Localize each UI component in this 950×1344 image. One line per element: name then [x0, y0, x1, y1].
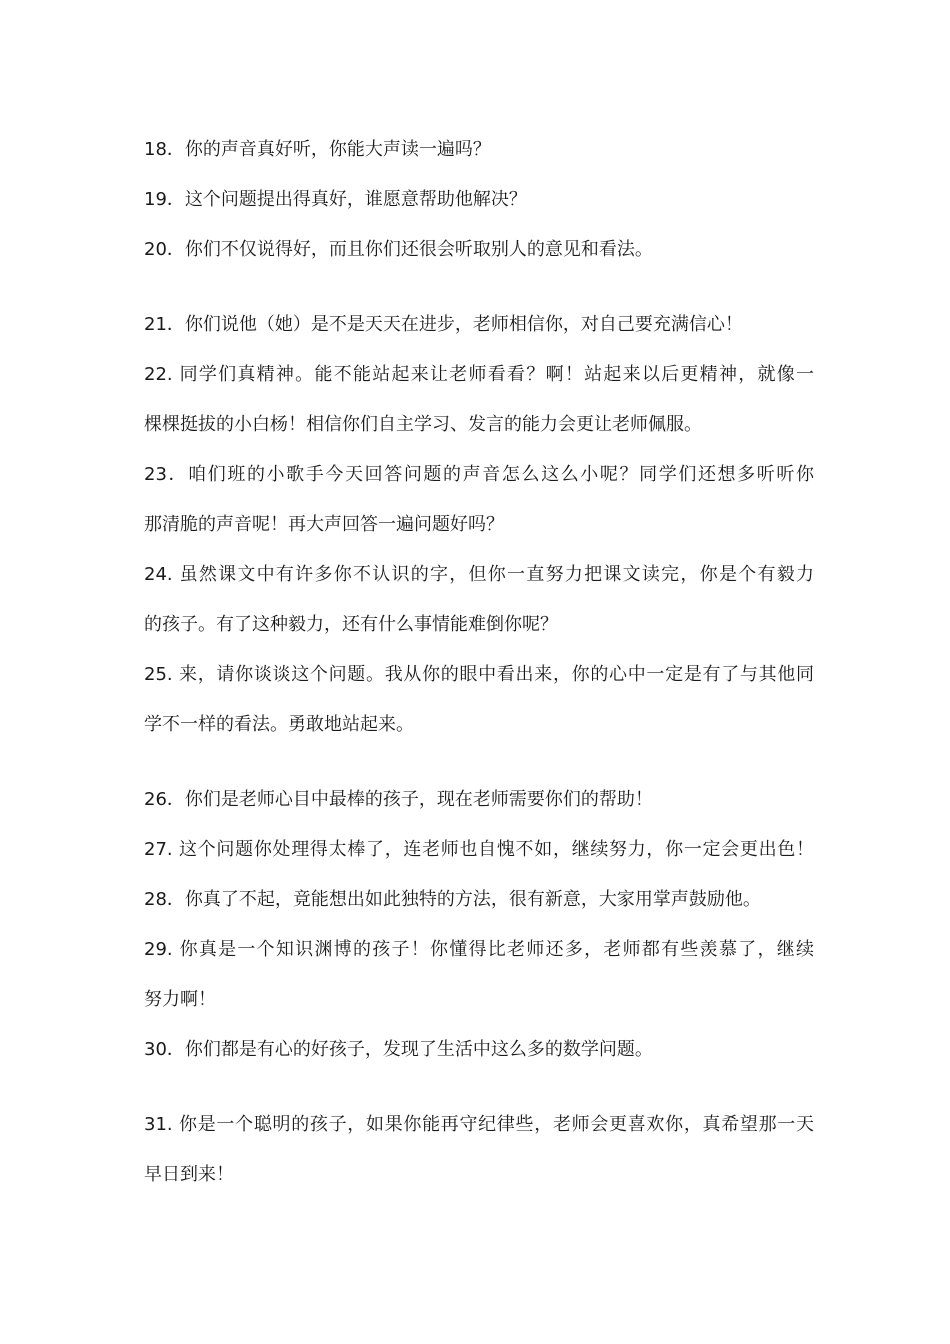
- item-26-line-1: 26．你们是老师心目中最棒的孩子，现在老师需要你们的帮助！: [144, 789, 653, 810]
- item-21-line-1: 21．你们说他（她）是不是天天在进步，老师相信你，对自己要充满信心！: [144, 314, 743, 335]
- item-30-line-1: 30．你们都是有心的好孩子，发现了生活中这么多的数学问题。: [144, 1039, 653, 1060]
- item-28-line-1: 28．你真了不起，竟能想出如此独特的方法，很有新意，大家用掌声鼓励他。: [144, 889, 761, 910]
- item-22-line-1: 22. 同学们真精神。能不能站起来让老师看看？啊！站起来以后更精神，就像一: [144, 364, 814, 385]
- item-24-line-1: 24. 虽然课文中有许多你不认识的字，但你一直努力把课文读完，你是个有毅力: [144, 564, 814, 585]
- item-24-line-2: 的孩子。有了这种毅力，还有什么事情能难倒你呢？: [144, 614, 558, 635]
- item-29-line-1: 29. 你真是一个知识渊博的孩子！你懂得比老师还多，老师都有些羡慕了，继续: [144, 939, 814, 960]
- item-25-line-2: 学不一样的看法。勇敢地站起来。: [144, 714, 414, 735]
- item-18-line-1: 18．你的声音真好听，你能大声读一遍吗？: [144, 139, 491, 160]
- item-22-line-2: 棵棵挺拔的小白杨！相信你们自主学习、发言的能力会更让老师佩服。: [144, 414, 702, 435]
- item-31-line-1: 31. 你是一个聪明的孩子，如果你能再守纪律些，老师会更喜欢你，真希望那一天: [144, 1114, 814, 1135]
- item-31-line-2: 早日到来！: [144, 1164, 234, 1185]
- item-23-line-1: 23．咱们班的小歌手今天回答问题的声音怎么这么小呢？同学们还想多听听你: [144, 464, 814, 485]
- item-19-line-1: 19．这个问题提出得真好，谁愿意帮助他解决？: [144, 189, 527, 210]
- item-20-line-1: 20．你们不仅说得好，而且你们还很会听取别人的意见和看法。: [144, 239, 653, 260]
- item-23-line-2: 那清脆的声音呢！再大声回答一遍问题好吗？: [144, 514, 504, 535]
- item-29-line-2: 努力啊！: [144, 989, 216, 1010]
- item-25-line-1: 25. 来，请你谈谈这个问题。我从你的眼中看出来，你的心中一定是有了与其他同: [144, 664, 814, 685]
- item-27-line-1: 27. 这个问题你处理得太棒了，连老师也自愧不如，继续努力，你一定会更出色！: [144, 839, 814, 860]
